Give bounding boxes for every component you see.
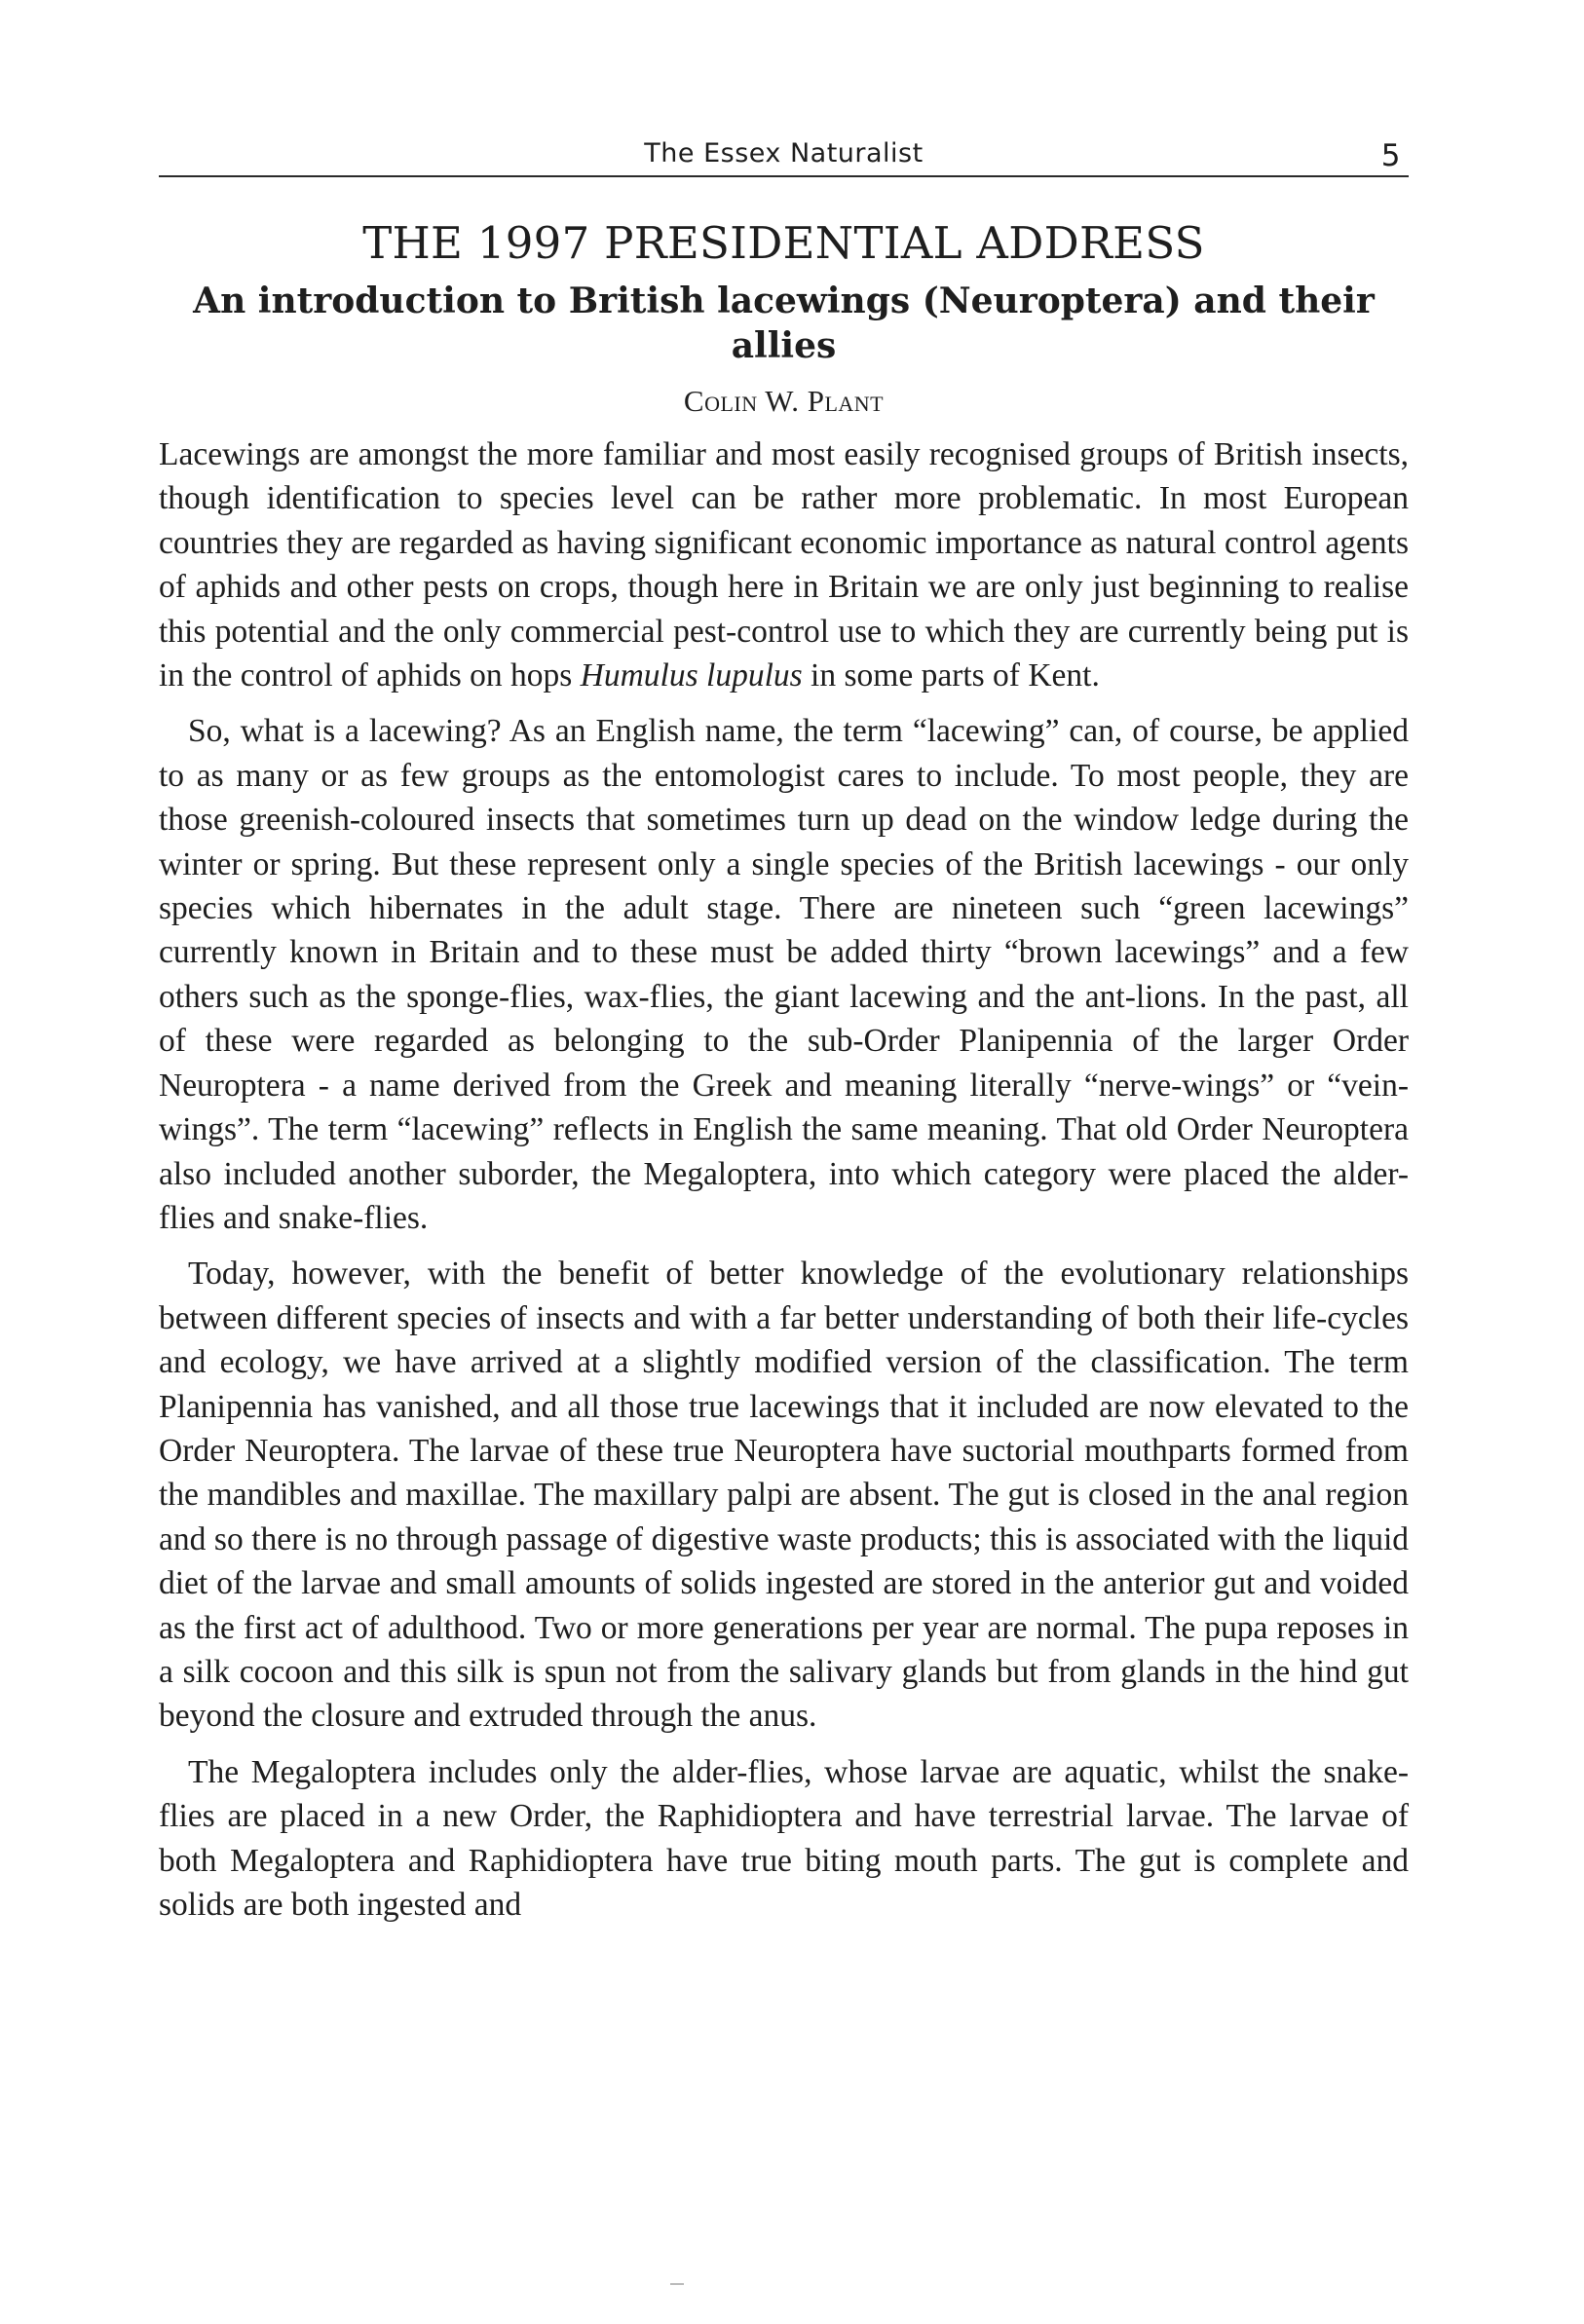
running-head bbox=[159, 125, 1409, 177]
scan-mark bbox=[670, 2283, 684, 2285]
article-author: Colin W. Plant bbox=[683, 384, 885, 418]
journal-page bbox=[159, 125, 1409, 1938]
paragraph-2: So, what is a lacewing? As an English name, the term “lacewing” can, of course, be applied to as many or as few groups as the entomologist cares to include. To most people, they are those greenish-coloured insects that sometimes turn up dead on the window ledge during the winter or spring. But these represent only a single species of the British lacewings - our only species which hibernates in the adult stage. There are nineteen such “green lacewings” currently known in Britain and to these must be added thirty “brown lacewings” and a few others such as the sponge-flies, wax-flies, the giant lacewing and the ant-lions. In the past, all of these were regarded as belonging to the sub-Order Planipennia of the larger Order Neuroptera - a name derived from the Greek and meaning literally “nerve-wings” or “vein-wings”. The term “lacewing” reflects in English the same meaning. That old Order Neuroptera also included another suborder, the Megaloptera, into which category were placed the alder-flies and snake-flies. bbox=[159, 713, 1409, 1236]
paragraph-4: The Megaloptera includes only the alder-flies, whose larvae are aquatic, whilst the snake-flies are placed in a new Order, the Raphidioptera and have terrestrial larvae. The larvae of both Megaloptera and Raphidioptera have true biting mouth parts. The gut is complete and solids are both ingested and bbox=[159, 1753, 1409, 1923]
journal-title: The Essex Naturalist bbox=[644, 138, 924, 169]
paragraph-1-text: Lacewings are amongst the more familiar and most easily recognised groups of British insects, though identification to species level can be rather more problematic. In most European countries they are regarded as having significant economic importance as natural control agents of aphids and other pests on crops, though here in Britain we are only just beginning to realise this potential and the only commercial pest-control use to which they are currently being put is in the control of aphids on hops bbox=[159, 436, 1409, 694]
paragraph-3: Today, however, with the benefit of better knowledge of the evolutionary relationships between different species of insects and with a far better understanding of both their life-cycles and ecology, we have arrived at a slightly modified version of the classification. The term Planipennia has vanished, and all those true lacewings that it included are now elevated to the Order Neuroptera. The larvae of these true Neuroptera have suctorial mouthparts formed from the mandibles and maxillae. The maxillary palpi are absent. The gut is closed in the anal region and so there is no through passage of digestive waste products; this is associated with the liquid diet of the larvae and small amounts of solids ingested are stored in the anterior gut and voided as the first act of adulthood. Two or more generations per year are normal. The pupa reposes in a silk cocoon and this silk is spun not from the salivary glands but from glands in the hind gut beyond the closure and extruded through the anus. bbox=[159, 1256, 1409, 1735]
paragraph-1 bbox=[159, 432, 1409, 697]
article-body bbox=[159, 432, 1409, 1927]
article-subtitle: An introduction to British lacewings (Neuroptera) and their allies bbox=[193, 281, 1375, 366]
species-name: Humulus lupulus bbox=[580, 657, 803, 694]
article-title: THE 1997 PRESIDENTIAL ADDRESS bbox=[362, 217, 1205, 269]
page-number: 5 bbox=[1380, 138, 1401, 173]
paragraph-1-end: in some parts of Kent. bbox=[802, 657, 1100, 694]
